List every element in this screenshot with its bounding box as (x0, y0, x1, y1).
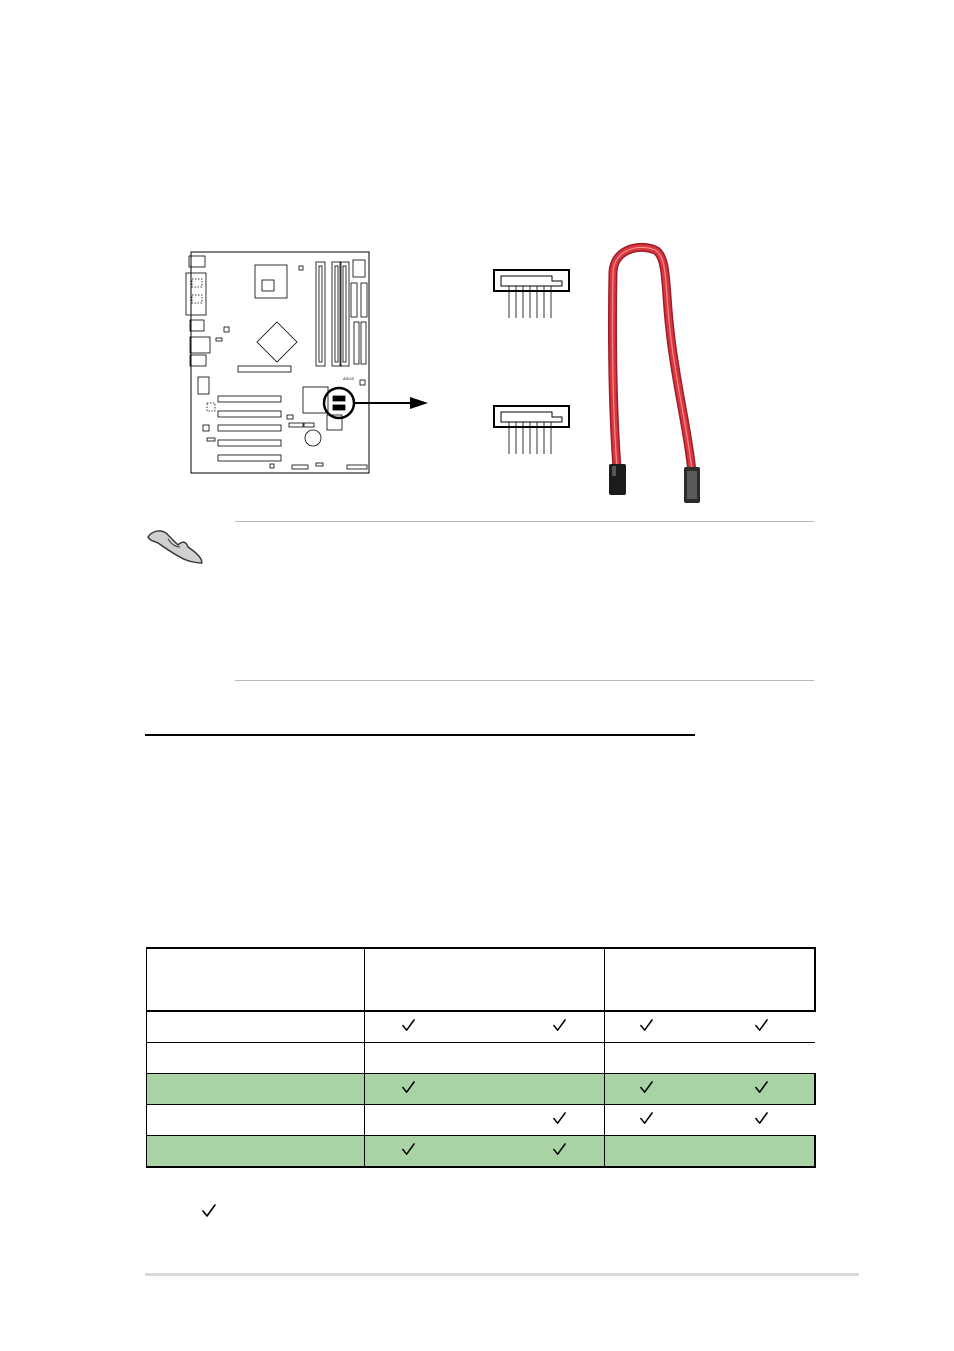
table-check-cell (485, 1043, 605, 1074)
checkmark-icon (201, 1203, 217, 1219)
table-check-cell (605, 1043, 709, 1074)
table-check-cell (485, 1136, 605, 1168)
table-check-cell (485, 1105, 605, 1136)
table-header-cell (605, 948, 815, 1011)
checkmark-icon (552, 1111, 567, 1130)
table-check-cell (709, 1105, 815, 1136)
checkmark-icon (401, 1142, 416, 1161)
table-check-cell (605, 1074, 709, 1105)
footer-rule (145, 1273, 859, 1276)
table-row-label-cell (147, 1011, 365, 1043)
checkmark-icon (401, 1080, 416, 1099)
hand-pointing-icon (142, 517, 208, 567)
note-bottom-rule (235, 680, 814, 681)
table-row (147, 1074, 815, 1105)
table-check-cell (709, 1136, 815, 1168)
table-check-cell (365, 1105, 485, 1136)
checkmark-icon (754, 1080, 769, 1099)
table-header-cell (147, 948, 365, 1011)
checkmark-icon (552, 1018, 567, 1037)
checkmark-icon (754, 1111, 769, 1130)
note-top-rule (235, 521, 814, 522)
table-check-cell (605, 1105, 709, 1136)
table-check-cell (709, 1011, 815, 1043)
table-row (147, 1043, 815, 1074)
table-row (147, 1136, 815, 1168)
svg-text:ASUS: ASUS (343, 376, 354, 381)
table-row-label-cell (147, 1074, 365, 1105)
sata-connector-bottom (494, 406, 569, 454)
table-check-cell (365, 1043, 485, 1074)
table-row (147, 1105, 815, 1136)
checkmark-icon (401, 1018, 416, 1037)
table-check-cell (485, 1074, 605, 1105)
table-row-label-cell (147, 1043, 365, 1074)
sata-connector-top (494, 270, 569, 318)
table-row-label-cell (147, 1105, 365, 1136)
table-check-cell (709, 1043, 815, 1074)
sata-cable (609, 247, 700, 503)
table-check-cell (485, 1011, 605, 1043)
table-check-cell (605, 1011, 709, 1043)
motherboard-diagram (186, 252, 428, 473)
table-check-cell (709, 1074, 815, 1105)
checkmark-icon (639, 1080, 654, 1099)
table-header-cell (365, 948, 605, 1011)
table-row (147, 1011, 815, 1043)
checkmark-icon (639, 1111, 654, 1130)
sata-connector-figure (0, 0, 954, 520)
table-check-cell (605, 1136, 709, 1168)
table-check-cell (365, 1074, 485, 1105)
table-check-cell (365, 1011, 485, 1043)
checkmark-icon (639, 1018, 654, 1037)
checkmark-icon (552, 1142, 567, 1161)
table-check-cell (365, 1136, 485, 1168)
table-header-row (147, 948, 815, 1011)
table-row-label-cell (147, 1136, 365, 1168)
raid-support-table (146, 947, 814, 1168)
section-heading-rule (145, 734, 695, 736)
checkmark-icon (754, 1018, 769, 1037)
table (146, 947, 816, 1168)
